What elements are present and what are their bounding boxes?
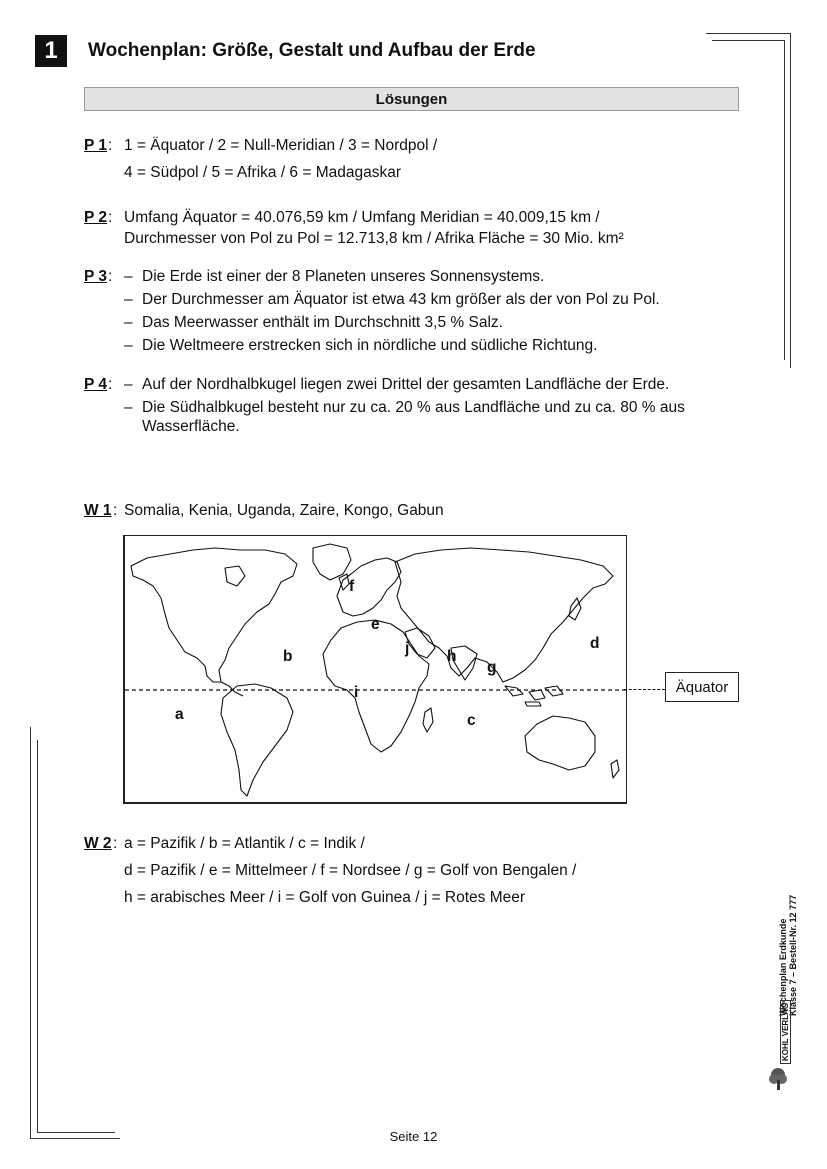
page-number: Seite 12 <box>389 1129 438 1144</box>
p1-line-2: 4 = Südpol / 5 = Afrika / 6 = Madagaskar <box>124 164 402 181</box>
p3-item-2: Der Durchmesser am Äquator ist etwa 43 km größer als der von Pol zu Pol. <box>142 291 660 308</box>
p2-colon: : <box>108 209 113 226</box>
p1-label: P 1 <box>84 137 107 154</box>
frame-left-line-inner <box>37 740 38 1132</box>
map-letter-a: a <box>175 706 184 723</box>
w1-label: W 1 <box>84 502 112 519</box>
frame-right-line <box>790 33 791 368</box>
p3-bullet: – <box>124 291 133 308</box>
frame-top-line <box>706 33 791 34</box>
p4-item-1: Auf der Nordhalbkugel liegen zwei Drittel der gesamten Landfläche der Erde. <box>142 376 670 393</box>
map-madagascar <box>423 708 433 732</box>
map-letter-d: d <box>590 635 600 652</box>
map-asia <box>395 548 613 682</box>
map-letter-j: j <box>405 640 410 657</box>
w2-label: W 2 <box>84 835 112 852</box>
w2-line-2: d = Pazifik / e = Mittelmeer / f = Nordsee / g = Golf von Bengalen / <box>124 862 577 879</box>
p2-line-2: Durchmesser von Pol zu Pol = 12.713,8 km / Afrika Fläche = 30 Mio. km² <box>124 230 624 247</box>
map-australia <box>525 716 595 770</box>
p3-colon: : <box>108 268 113 285</box>
map-africa <box>323 620 429 752</box>
map-letter-i: i <box>354 684 359 701</box>
frame-left-line <box>30 727 31 1139</box>
w2-line-3: h = arabisches Meer / i = Golf von Guinea / j = Rotes Meer <box>124 889 526 906</box>
equator-line-extension <box>624 689 665 690</box>
page-title: Wochenplan: Größe, Gestalt und Aufbau der Erde <box>88 40 536 61</box>
w1-text: Somalia, Kenia, Uganda, Zaire, Kongo, Gabun <box>124 502 444 519</box>
p4-bullet: – <box>124 399 133 416</box>
p1-line-1: 1 = Äquator / 2 = Null-Meridian / 3 = Nordpol / <box>124 137 438 154</box>
map-south-america <box>221 684 293 796</box>
map-letter-e: e <box>371 616 380 633</box>
map-central-america <box>221 682 243 696</box>
p3-label: P 3 <box>84 268 107 285</box>
p3-bullet: – <box>124 314 133 331</box>
p1-colon: : <box>108 137 113 154</box>
p3-bullet: – <box>124 337 133 354</box>
map-letter-h: h <box>447 648 457 665</box>
p3-bullet: – <box>124 268 133 285</box>
frame-top-line-inner <box>712 40 784 41</box>
sidebar-info <box>778 895 798 1016</box>
p4-bullet: – <box>124 376 133 393</box>
map-letter-f: f <box>349 578 355 595</box>
sidebar-line-2: Klasse 7 – Bestell-Nr. 12 777 <box>788 894 798 1016</box>
tree-logo-icon <box>768 1066 790 1092</box>
sidebar-line-1: Wochenplan Erdkunde <box>778 918 788 1016</box>
map-north-america <box>131 548 297 682</box>
map-hudson-bay <box>225 566 245 586</box>
p3-item-3: Das Meerwasser enthält im Durchschnitt 3,5 % Salz. <box>142 314 503 331</box>
map-letter-b: b <box>283 648 293 665</box>
p4-label: P 4 <box>84 376 107 393</box>
p3-item-4: Die Weltmeere erstrecken sich in nördliche und südliche Richtung. <box>142 337 598 354</box>
map-indonesia <box>505 686 563 706</box>
worksheet-number: 1 <box>35 35 67 67</box>
p4-colon: : <box>108 376 113 393</box>
equator-label: Äquator <box>665 672 739 702</box>
p3-item-1: Die Erde ist einer der 8 Planeten unseres Sonnensystems. <box>142 268 545 285</box>
w1-colon: : <box>113 502 118 519</box>
p4-item-2: Die Südhalbkugel besteht nur zu ca. 20 % aus Landfläche und zu ca. 80 % aus <box>142 399 685 416</box>
p2-label: P 2 <box>84 209 107 226</box>
map-letter-g: g <box>487 659 497 676</box>
world-map <box>123 535 627 804</box>
frame-right-line-inner <box>784 40 785 360</box>
p2-line-1: Umfang Äquator = 40.076,59 km / Umfang Meridian = 40.009,15 km / <box>124 209 600 226</box>
map-japan <box>569 598 581 620</box>
map-new-zealand <box>611 760 619 778</box>
w2-colon: : <box>113 835 118 852</box>
map-letter-c: c <box>467 712 476 729</box>
w2-line-1: a = Pazifik / b = Atlantik / c = Indik / <box>124 835 365 852</box>
world-map-drawing <box>125 536 626 802</box>
publisher-logo: KOHL VERLAG <box>780 1000 791 1064</box>
section-bar: Lösungen <box>84 87 739 111</box>
p4-item-2-cont: Wasserfläche. <box>142 418 240 435</box>
